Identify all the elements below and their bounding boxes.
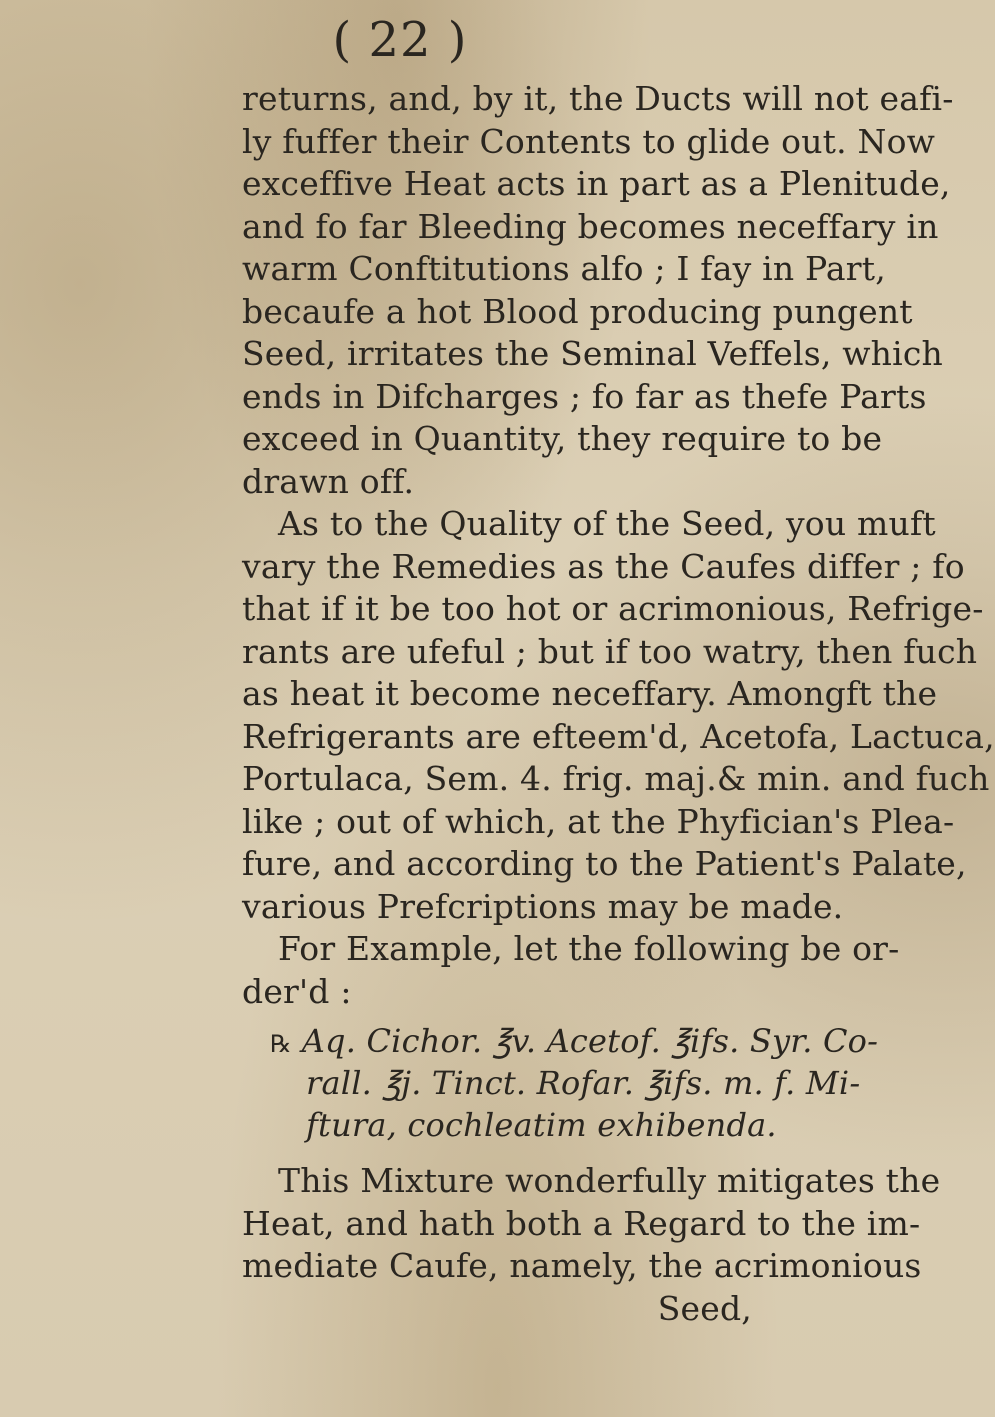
prescription — [270, 1020, 879, 1146]
text-line: Heat, and hath both a Regard to the im- — [242, 1203, 921, 1243]
text-line: exceffive Heat acts in part as a Plenitude, — [242, 164, 951, 203]
text-line: As to the Quality of the Seed, you muft — [278, 504, 936, 543]
text-line: ly fuffer their Contents to glide out. Now — [242, 121, 936, 161]
closing-text — [242, 1160, 941, 1330]
body-text — [242, 78, 995, 1013]
text-line: mediate Caufe, namely, the acrimonious — [242, 1246, 922, 1285]
page-number: ( 22 ) — [332, 12, 468, 68]
text-line: rants are ufeful ; but if too watry, then fuch — [242, 631, 978, 671]
text-line: as heat it become neceffary. Amongft the — [242, 674, 938, 713]
text-line: warm Conftitutions alfo ; I fay in Part, — [242, 249, 886, 288]
prescription-line: ftura, cochleatim exhibenda. — [306, 1106, 777, 1144]
text-line: returns, and, by it, the Ducts will not eafi- — [242, 79, 954, 118]
recipe-symbol: ℞ — [270, 1030, 292, 1058]
text-line: becaufe a hot Blood producing pungent — [242, 291, 913, 331]
catchword: Seed, — [657, 1288, 752, 1328]
text-line: This Mixture wonderfully mitigates the — [278, 1161, 941, 1200]
text-line: For Example, let the following be or- — [278, 929, 900, 968]
prescription-line — [270, 1020, 879, 1062]
text-line: and fo far Bleeding becomes neceffary in — [242, 206, 939, 246]
prescription-line: rall. ℥j. Tinct. Rofar. ℥ifs. m. f. Mi- — [306, 1064, 861, 1102]
text-line: exceed in Quantity, they require to be — [242, 419, 883, 458]
text-line: fure, and according to the Patient's Palate, — [242, 844, 967, 883]
text-line: der'd : — [242, 971, 352, 1011]
text-line: various Prefcriptions may be made. — [242, 886, 844, 926]
text-line: that if it be too hot or acrimonious, Refrige- — [242, 589, 984, 628]
text-line: Seed, irritates the Seminal Veffels, which — [242, 334, 944, 373]
prescription-text: Aq. Cichor. ℥v. Acetof. ℥ifs. Syr. Co- — [301, 1022, 879, 1060]
text-line: vary the Remedies as the Caufes differ ; fo — [242, 546, 965, 586]
text-line: Refrigerants are efteem'd, Acetofa, Lactuca, — [242, 716, 995, 756]
text-line: drawn off. — [242, 461, 415, 501]
text-line: ends in Difcharges ; fo far as thefe Parts — [242, 376, 927, 416]
text-line: Portulaca, Sem. 4. frig. maj.& min. and fuch — [242, 759, 990, 798]
text-line: like ; out of which, at the Phyfician's Plea- — [242, 801, 955, 841]
